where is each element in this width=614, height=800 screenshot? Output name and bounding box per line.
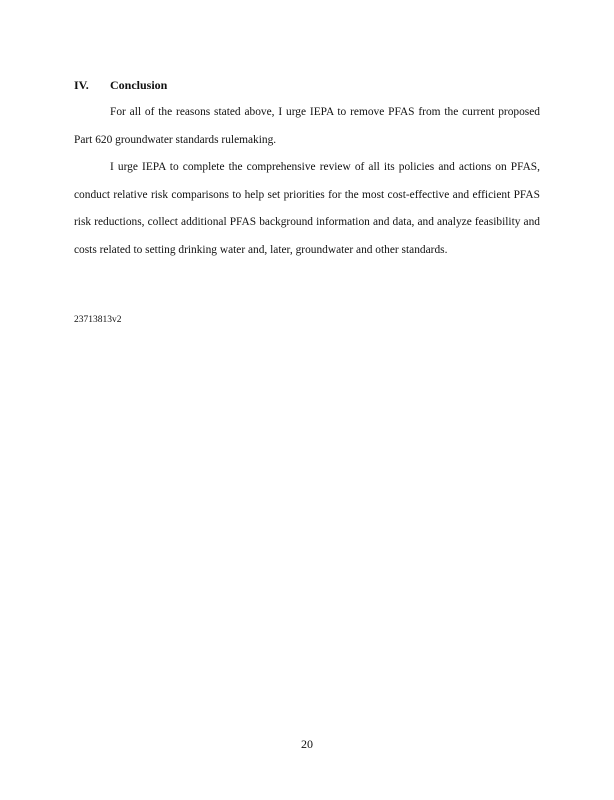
conclusion-paragraph-2: I urge IEPA to complete the comprehensive review of all its policies and actions on PFAS, conduct relative risk comparisons to help set priorities for the most cost-effective and efficient PFAS risk reductions, collect additional PFAS background information and data, and analyze feasibility and costs related to setting drinking water and, later, groundwater and other standards. (74, 161, 540, 256)
section-title: Conclusion (110, 78, 168, 92)
section-heading (74, 77, 167, 93)
conclusion-paragraph-1: For all of the reasons stated above, I urge IEPA to remove PFAS from the current proposed Part 620 groundwater standards rulemaking. (74, 106, 540, 146)
page-number: 20 (301, 737, 313, 751)
document-id: 23713813v2 (74, 315, 122, 325)
section-number: IV. (74, 78, 89, 92)
